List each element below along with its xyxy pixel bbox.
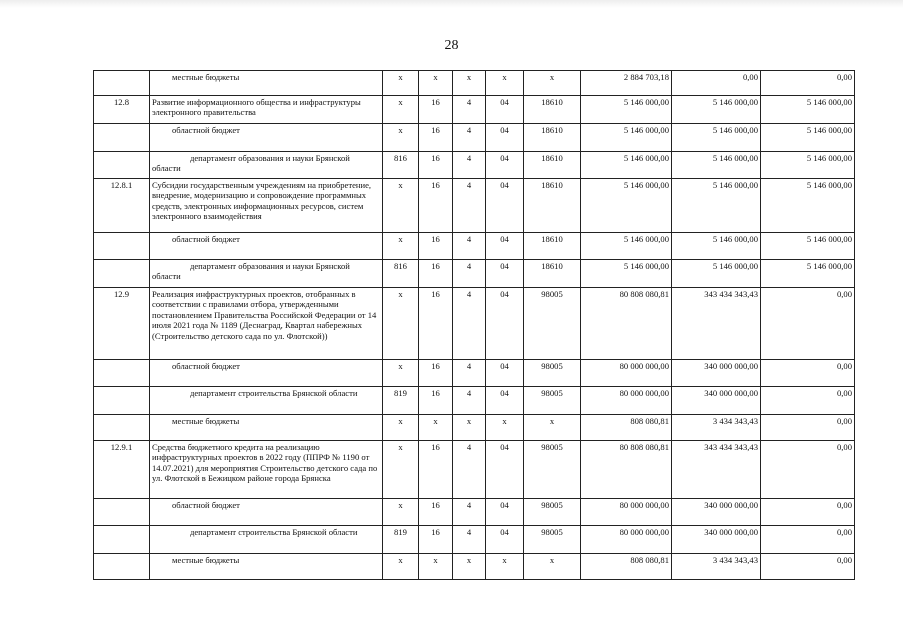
code-gr: x: [383, 233, 419, 260]
value-2023: 340 000 000,00: [672, 360, 761, 387]
code-rz: 16: [419, 288, 453, 360]
value-2022: 808 080,81: [581, 554, 672, 580]
code-tp: x: [524, 415, 581, 441]
code-gr: x: [383, 415, 419, 441]
code-pr: 4: [453, 387, 486, 415]
code-vr: 04: [486, 124, 524, 152]
table-row: [94, 526, 855, 554]
code-pr: 4: [453, 360, 486, 387]
row-name: местные бюджеты: [150, 415, 383, 441]
value-2024: 0,00: [761, 288, 855, 360]
value-2023: 5 146 000,00: [672, 124, 761, 152]
row-number: [94, 360, 150, 387]
row-number: [94, 152, 150, 179]
row-number: [94, 71, 150, 96]
code-gr: x: [383, 441, 419, 499]
value-2022: 5 146 000,00: [581, 233, 672, 260]
code-pr: 4: [453, 124, 486, 152]
table-row: [94, 360, 855, 387]
value-2022: 5 146 000,00: [581, 152, 672, 179]
code-gr: 819: [383, 387, 419, 415]
value-2024: 5 146 000,00: [761, 96, 855, 124]
code-gr: x: [383, 554, 419, 580]
code-rz: x: [419, 71, 453, 96]
code-rz: 16: [419, 360, 453, 387]
code-gr: 816: [383, 260, 419, 288]
code-pr: 4: [453, 233, 486, 260]
code-pr: 4: [453, 441, 486, 499]
code-pr: 4: [453, 499, 486, 526]
value-2023: 3 434 343,43: [672, 554, 761, 580]
value-2022: 5 146 000,00: [581, 124, 672, 152]
scan-edge: [0, 0, 903, 8]
value-2023: 343 434 343,43: [672, 288, 761, 360]
table-row: [94, 152, 855, 179]
value-2024: 0,00: [761, 441, 855, 499]
code-tp: 98005: [524, 441, 581, 499]
code-rz: 16: [419, 526, 453, 554]
code-rz: 16: [419, 387, 453, 415]
code-tp: 18610: [524, 152, 581, 179]
code-rz: 16: [419, 96, 453, 124]
value-2024: 5 146 000,00: [761, 179, 855, 233]
table-row: [94, 415, 855, 441]
code-rz: 16: [419, 179, 453, 233]
code-vr: 04: [486, 441, 524, 499]
code-gr: x: [383, 288, 419, 360]
code-pr: x: [453, 554, 486, 580]
code-gr: x: [383, 96, 419, 124]
row-name: департамент строительства Брянской области: [150, 387, 383, 415]
page-number: 28: [444, 38, 459, 53]
value-2023: 0,00: [672, 71, 761, 96]
value-2022: 80 808 080,81: [581, 441, 672, 499]
value-2024: 0,00: [761, 71, 855, 96]
code-rz: 16: [419, 152, 453, 179]
row-number: 12.9: [94, 288, 150, 360]
code-tp: 98005: [524, 499, 581, 526]
value-2023: 5 146 000,00: [672, 233, 761, 260]
code-vr: 04: [486, 360, 524, 387]
code-vr: x: [486, 554, 524, 580]
table-row: [94, 387, 855, 415]
value-2024: 0,00: [761, 387, 855, 415]
row-number: [94, 233, 150, 260]
row-name: Субсидии государственным учреждениям на приобретение, внедрение, модернизацию и сопровождение программных средств, электронных информационных ресурсов, систем электронного взаимодействия: [150, 179, 383, 233]
code-vr: x: [486, 71, 524, 96]
value-2023: 5 146 000,00: [672, 179, 761, 233]
value-2022: 5 146 000,00: [581, 260, 672, 288]
code-tp: x: [524, 71, 581, 96]
row-number: 12.8: [94, 96, 150, 124]
code-rz: 16: [419, 260, 453, 288]
code-vr: 04: [486, 288, 524, 360]
value-2022: 5 146 000,00: [581, 179, 672, 233]
value-2023: 343 434 343,43: [672, 441, 761, 499]
code-tp: 98005: [524, 288, 581, 360]
row-name: областной бюджет: [150, 233, 383, 260]
value-2023: 340 000 000,00: [672, 526, 761, 554]
code-tp: 98005: [524, 526, 581, 554]
table-row: [94, 499, 855, 526]
code-tp: 98005: [524, 360, 581, 387]
table-row: [94, 554, 855, 580]
code-gr: x: [383, 360, 419, 387]
code-vr: 04: [486, 96, 524, 124]
budget-table: [93, 70, 855, 580]
value-2023: 3 434 343,43: [672, 415, 761, 441]
code-tp: 98005: [524, 387, 581, 415]
code-pr: 4: [453, 96, 486, 124]
value-2024: 5 146 000,00: [761, 260, 855, 288]
value-2024: 0,00: [761, 499, 855, 526]
row-name: местные бюджеты: [150, 71, 383, 96]
code-vr: x: [486, 415, 524, 441]
value-2022: 2 884 703,18: [581, 71, 672, 96]
row-name: Средства бюджетного кредита на реализацию инфраструктурных проектов в 2022 году (ППРФ № 1190 от 14.07.2021) для мероприятия Строительство детского сада по ул. Флотской в Бежицком районе города Брянска: [150, 441, 383, 499]
row-number: 12.9.1: [94, 441, 150, 499]
code-pr: 4: [453, 260, 486, 288]
code-gr: x: [383, 71, 419, 96]
table-row: [94, 288, 855, 360]
row-name: Реализация инфраструктурных проектов, отобранных в соответствии с правилами отбора, утвержденными постановлением Правительства Российской Федерации от 14 июля 2021 года № 1189 (Деснаград, Квартал набережных (Строительство детского сада по ул. Флотской)): [150, 288, 383, 360]
code-tp: x: [524, 554, 581, 580]
code-gr: 819: [383, 526, 419, 554]
row-name: департамент строительства Брянской области: [150, 526, 383, 554]
code-rz: 16: [419, 233, 453, 260]
code-vr: 04: [486, 499, 524, 526]
row-number: [94, 554, 150, 580]
value-2024: 5 146 000,00: [761, 152, 855, 179]
code-gr: x: [383, 179, 419, 233]
value-2022: 80 000 000,00: [581, 499, 672, 526]
table-row: [94, 124, 855, 152]
value-2023: 5 146 000,00: [672, 152, 761, 179]
code-tp: 18610: [524, 260, 581, 288]
row-number: [94, 526, 150, 554]
row-name: Развитие информационного общества и инфраструктуры электронного правительства: [150, 96, 383, 124]
row-number: [94, 124, 150, 152]
table-row: [94, 233, 855, 260]
value-2024: 0,00: [761, 554, 855, 580]
code-rz: x: [419, 554, 453, 580]
code-rz: 16: [419, 124, 453, 152]
code-vr: 04: [486, 233, 524, 260]
code-tp: 18610: [524, 179, 581, 233]
code-vr: 04: [486, 152, 524, 179]
value-2023: 340 000 000,00: [672, 387, 761, 415]
value-2022: 80 000 000,00: [581, 360, 672, 387]
table-row: [94, 71, 855, 96]
code-pr: x: [453, 71, 486, 96]
row-number: [94, 415, 150, 441]
code-pr: 4: [453, 152, 486, 179]
code-gr: 816: [383, 152, 419, 179]
value-2022: 5 146 000,00: [581, 96, 672, 124]
code-rz: 16: [419, 499, 453, 526]
code-vr: 04: [486, 526, 524, 554]
row-name: местные бюджеты: [150, 554, 383, 580]
table-row: [94, 179, 855, 233]
code-rz: x: [419, 415, 453, 441]
code-rz: 16: [419, 441, 453, 499]
code-gr: x: [383, 499, 419, 526]
code-vr: 04: [486, 387, 524, 415]
code-pr: 4: [453, 179, 486, 233]
row-name: областной бюджет: [150, 360, 383, 387]
code-pr: 4: [453, 288, 486, 360]
value-2024: 5 146 000,00: [761, 233, 855, 260]
code-pr: 4: [453, 526, 486, 554]
row-name: областной бюджет: [150, 499, 383, 526]
value-2024: 5 146 000,00: [761, 124, 855, 152]
code-vr: 04: [486, 260, 524, 288]
value-2023: 340 000 000,00: [672, 499, 761, 526]
value-2022: 80 808 080,81: [581, 288, 672, 360]
value-2023: 5 146 000,00: [672, 96, 761, 124]
value-2024: 0,00: [761, 415, 855, 441]
code-tp: 18610: [524, 96, 581, 124]
value-2023: 5 146 000,00: [672, 260, 761, 288]
code-pr: x: [453, 415, 486, 441]
code-gr: x: [383, 124, 419, 152]
value-2022: 808 080,81: [581, 415, 672, 441]
table-body: [94, 71, 855, 580]
row-name: департамент образования и науки Брянской области: [150, 152, 383, 179]
code-vr: 04: [486, 179, 524, 233]
value-2022: 80 000 000,00: [581, 526, 672, 554]
row-number: 12.8.1: [94, 179, 150, 233]
value-2022: 80 000 000,00: [581, 387, 672, 415]
table-row: [94, 441, 855, 499]
value-2024: 0,00: [761, 360, 855, 387]
code-tp: 18610: [524, 124, 581, 152]
table-row: [94, 96, 855, 124]
code-tp: 18610: [524, 233, 581, 260]
value-2024: 0,00: [761, 526, 855, 554]
row-number: [94, 260, 150, 288]
table-row: [94, 260, 855, 288]
row-name: департамент образования и науки Брянской области: [150, 260, 383, 288]
row-name: областной бюджет: [150, 124, 383, 152]
row-number: [94, 499, 150, 526]
row-number: [94, 387, 150, 415]
